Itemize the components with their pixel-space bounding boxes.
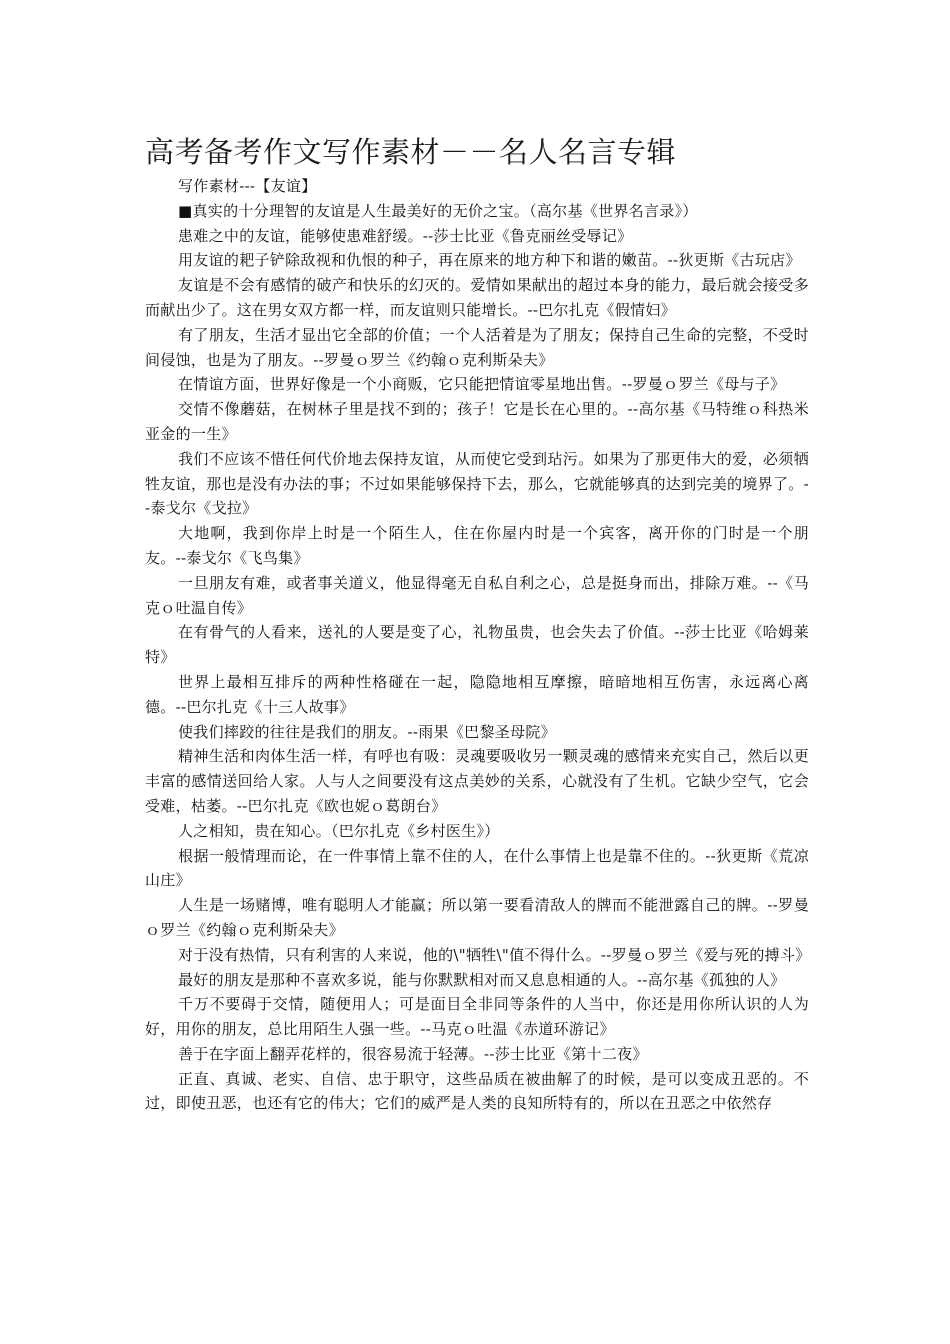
quote-paragraph: 世界上最相互排斥的两种性格碰在一起，隐隐地相互摩擦，暗暗地相互伤害，永远离心离德。--巴尔扎克《十三人故事》 [145,672,809,716]
quote-paragraph: 人之相知，贵在知心。（巴尔扎克《乡村医生》） [178,821,500,840]
quote-paragraph: 在情谊方面，世界好像是一个小商贩，它只能把情谊零星地出售。--罗曼ｏ罗兰《母与子》 [178,375,786,394]
quote-paragraph: 交情不像蘑菇，在树林子里是找不到的；孩子！它是长在心里的。--高尔基《马特维ｏ科热米亚金的一生》 [145,400,809,443]
quote-paragraph: 大地啊，我到你岸上时是一个陌生人，住在你屋内时是一个宾客，离开你的门时是一个朋友。--泰戈尔《飞鸟集》 [145,524,809,567]
quote-paragraph: 患难之中的友谊，能够使患难舒缓。--莎士比亚《鲁克丽丝受辱记》 [178,226,633,245]
quote-paragraph: 根据一般情理而论，在一件事情上靠不住的人，在什么事情上也是靠不住的。--狄更斯《荒凉山庄》 [145,846,809,890]
document-body [145,174,809,1116]
quote-paragraph: 我们不应该不惜任何代价地去保持友谊，从而使它受到玷污。如果为了那更伟大的爱，必须牺牲友谊，那也是没有办法的事；不过如果能够保持下去，那么，它就能够真的达到完美的境界了。--泰戈尔《戈拉》 [145,449,809,518]
quote-paragraph: 对于没有热情，只有利害的人来说，他的\"牺牲\"值不得什么。--罗曼ｏ罗兰《爱与死的搏斗》 [178,945,811,964]
quote-paragraph: 有了朋友，生活才显出它全部的价值；一个人活着是为了朋友；保持自己生命的完整，不受时间侵蚀，也是为了朋友。--罗曼ｏ罗兰《约翰ｏ克利斯朵夫》 [145,325,809,369]
quote-paragraph: 用友谊的耙子铲除敌视和仇恨的种子，再在原来的地方种下和谐的嫩苗。--狄更斯《古玩店》 [178,251,801,270]
quote-paragraph: 千万不要碍于交情，随便用人；可是面目全非同等条件的人当中，你还是用你所认识的人为好，用你的朋友，总比用陌生人强一些。--马克ｏ吐温《赤道环游记》 [145,995,809,1039]
quote-paragraph: 使我们摔跤的往往是我们的朋友。--雨果《巴黎圣母院》 [178,722,556,741]
quote-paragraph: 善于在字面上翻弄花样的，很容易流于轻薄。--莎士比亚《第十二夜》 [178,1044,648,1063]
quote-paragraph: 友谊是不会有感情的破产和快乐的幻灭的。爱情如果献出的超过本身的能力，最后就会接受多而献出少了。这在男女双方都一样，而友谊则只能增长。--巴尔扎克《假情妇》 [145,276,809,319]
section-heading: 写作素材---【友谊】 [178,177,317,195]
document-title: 高考备考作文写作素材－－名人名言专辑 [145,135,677,169]
quote-paragraph: 在有骨气的人看来，送礼的人要是变了心，礼物虽贵，也会失去了价值。--莎士比亚《哈姆莱特》 [145,623,809,667]
quote-paragraph: ■真实的十分理智的友谊是人生最美好的无价之宝。（高尔基《世界名言录》） [178,201,698,220]
quote-paragraph: 一旦朋友有难，或者事关道义，他显得毫无自私自利之心，总是挺身而出，排除万难。--《马克ｏ吐温自传》 [145,573,809,617]
quote-paragraph: 正直、真诚、老实、自信、忠于职守，这些品质在被曲解了的时候，是可以变成丑恶的。不过，即使丑恶，也还有它的伟大；它们的威严是人类的良知所特有的，所以在丑恶之中依然存 [145,1069,809,1113]
quote-paragraph: 精神生活和肉体生活一样，有呼也有吸：灵魂要吸收另一颗灵魂的感情来充实自己，然后以更丰富的感情送回给人家。人与人之间要没有这点美妙的关系，心就没有了生机。它缺少空气，它会受难，枯萎。--巴尔扎克《欧也妮ｏ葛朗台》 [145,747,809,815]
quote-paragraph: 最好的朋友是那种不喜欢多说，能与你默默相对而又息息相通的人。--高尔基《孤独的人》 [178,970,786,989]
quote-paragraph: 人生是一场赌博，唯有聪明人才能赢；所以第一要看清敌人的牌而不能泄露自己的牌。--罗曼ｏ罗兰《约翰ｏ克利斯朵夫》 [145,896,809,939]
